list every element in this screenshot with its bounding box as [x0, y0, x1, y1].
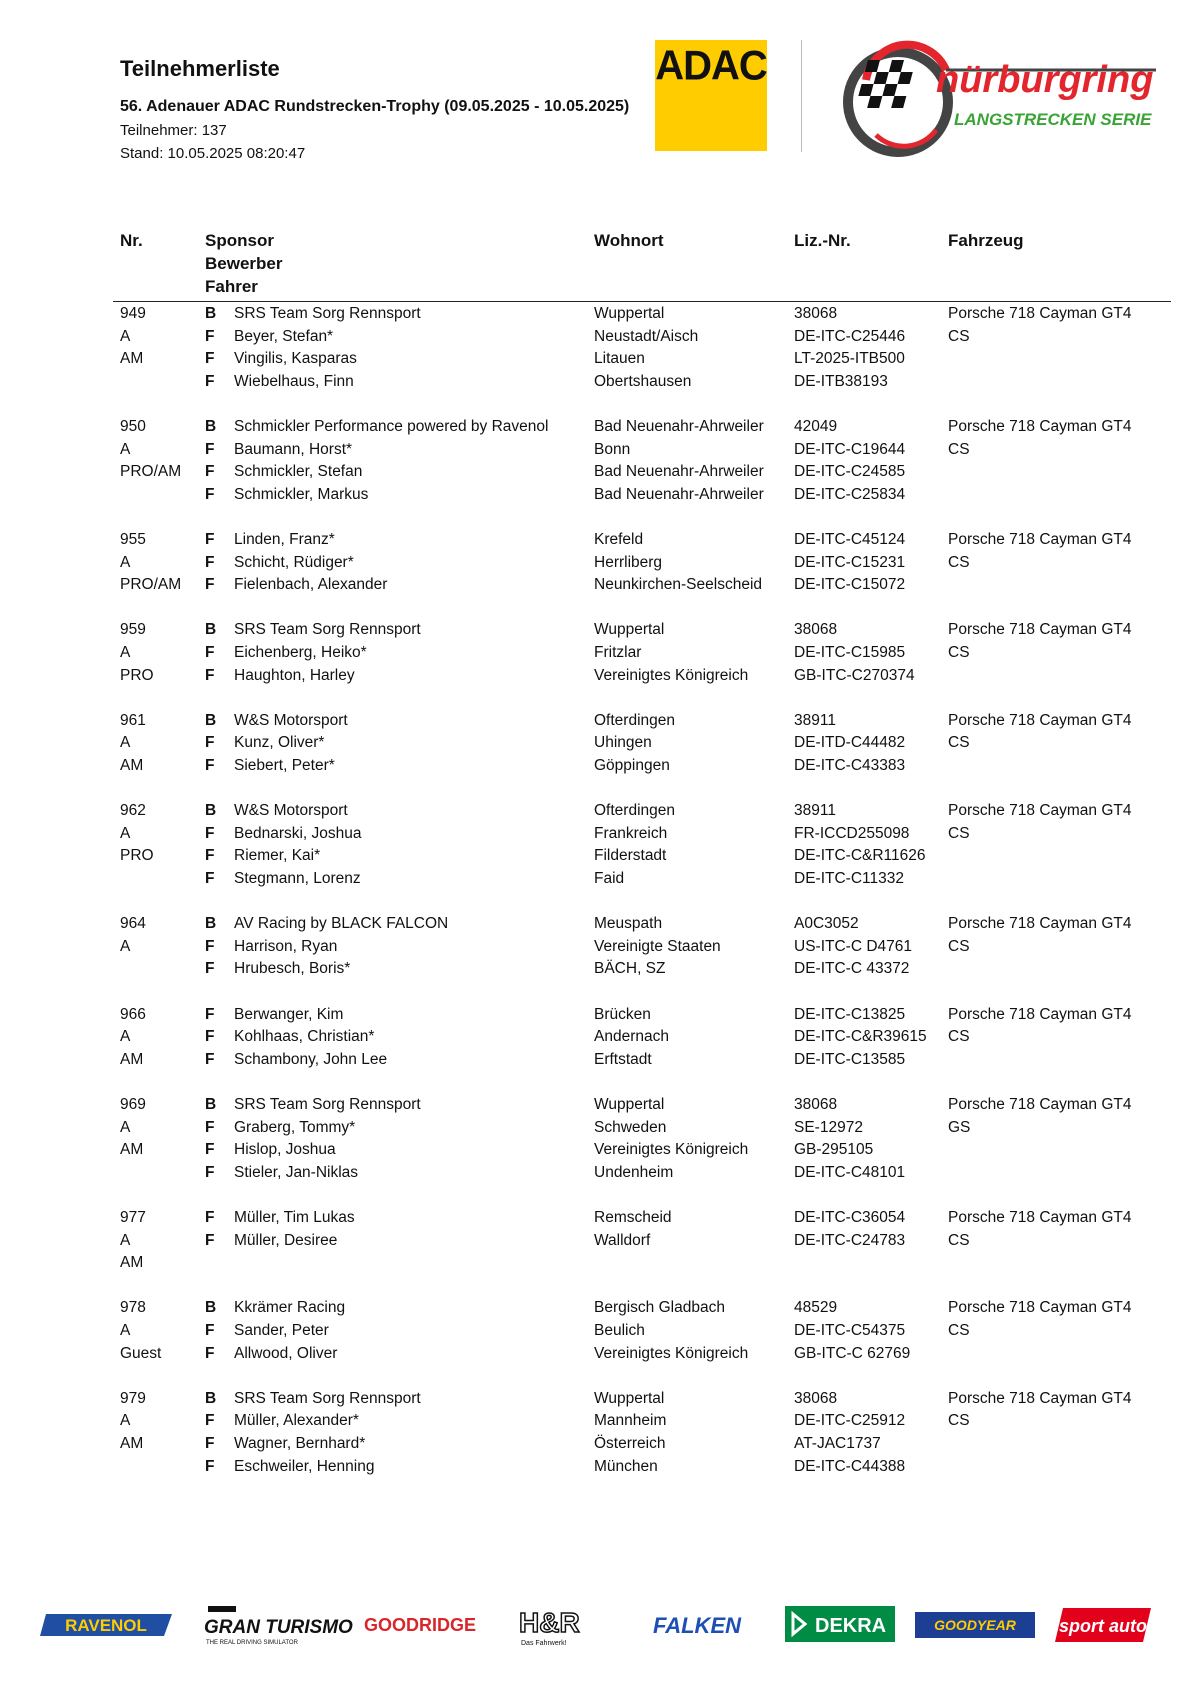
role-marker: F [205, 1322, 215, 1339]
class-or-number: 961 [120, 711, 146, 729]
vehicle: Porsche 718 Cayman GT4 [948, 531, 1132, 548]
person-or-team-name: SRS Team Sorg Rennsport [234, 621, 421, 639]
wohnort: Vereinigte Staaten [594, 937, 721, 955]
vehicle: CS [948, 644, 970, 661]
license-number: DE-ITD-C44482 [794, 734, 906, 752]
wohnort: Remscheid [594, 1209, 672, 1226]
license-number: DE-ITC-C24783 [794, 1231, 906, 1249]
vehicle: Porsche 718 Cayman GT4 [948, 1096, 1132, 1113]
license-number: DE-ITC-C48101 [794, 1163, 906, 1181]
class-or-number: A [120, 1412, 131, 1430]
class-or-number: 949 [120, 305, 146, 322]
vehicle: Porsche 718 Cayman GT4 [948, 915, 1132, 933]
license-number: DE-ITC-C13825 [794, 1005, 906, 1023]
person-or-team-name: Hislop, Joshua [234, 1141, 336, 1159]
vehicle: Porsche 718 Cayman GT4 [948, 802, 1132, 820]
hr-logo [515, 1600, 610, 1650]
license-number: FR-ICCD255098 [794, 824, 910, 842]
person-or-team-name: Beyer, Stefan* [234, 327, 334, 345]
role-marker: F [205, 847, 215, 865]
wohnort: Beulich [594, 1322, 645, 1339]
table-row [0, 1296, 1190, 1319]
vehicle: CS [948, 1231, 970, 1249]
class-or-number: A [120, 734, 131, 752]
vehicle: Porsche 718 Cayman GT4 [948, 305, 1132, 322]
person-or-team-name: Eichenberg, Heiko* [234, 644, 367, 661]
role-marker: F [205, 1457, 215, 1475]
wohnort: Krefeld [594, 531, 644, 548]
role-marker: F [205, 870, 215, 887]
gran-turismo-logo [200, 1600, 353, 1650]
role-marker: F [205, 1344, 215, 1362]
wohnort: Österreich [594, 1435, 666, 1452]
wohnort: Faid [594, 870, 625, 887]
license-number: 38068 [794, 621, 838, 639]
wohnort: Meuspath [594, 915, 663, 933]
logo-divider [801, 40, 802, 152]
role-marker: F [205, 734, 215, 752]
table-row [0, 822, 1190, 845]
vehicle: Porsche 718 Cayman GT4 [948, 1299, 1132, 1317]
person-or-team-name: Schmickler, Stefan [234, 463, 363, 481]
role-marker: F [205, 440, 215, 458]
person-or-team-name: Wiebelhaus, Finn [234, 372, 354, 390]
table-row [0, 347, 1190, 370]
adac-logo-text: ADAC [655, 42, 767, 90]
role-marker: F [205, 937, 215, 955]
table-row [0, 1003, 1190, 1026]
wohnort: Filderstadt [594, 847, 667, 865]
wohnort: Uhingen [594, 734, 652, 752]
table-row [0, 709, 1190, 732]
license-number: GB-ITC-C 62769 [794, 1344, 911, 1362]
class-or-number: PRO [120, 666, 154, 684]
goodridge-logo [345, 1600, 495, 1650]
table-row [0, 460, 1190, 483]
license-number: DE-ITC-C24585 [794, 463, 906, 481]
person-or-team-name: Sander, Peter [234, 1322, 329, 1339]
wohnort: Göppingen [594, 757, 670, 774]
wohnort: Wuppertal [594, 305, 665, 322]
col-liz: Liz.-Nr. [794, 231, 851, 250]
license-number: SE-12972 [794, 1118, 863, 1136]
license-number: GB-ITC-C270374 [794, 666, 915, 684]
table-row [0, 1093, 1190, 1116]
class-or-number: A [120, 440, 131, 458]
dekra-text: DEKRA [815, 1615, 887, 1637]
class-or-number: A [120, 1028, 131, 1046]
col-fahrzeug: Fahrzeug [948, 231, 1024, 250]
wohnort: Undenheim [594, 1163, 674, 1181]
license-number: DE-ITC-C43383 [794, 757, 906, 774]
wohnort: Erftstadt [594, 1050, 652, 1068]
table-row [0, 1048, 1190, 1071]
langstrecken-serie-text: LANGSTRECKEN SERIE [954, 110, 1152, 129]
role-marker: F [205, 1118, 215, 1136]
class-or-number: 964 [120, 915, 146, 933]
table-row [0, 641, 1190, 664]
table-row [0, 1116, 1190, 1139]
role-marker: F [205, 644, 215, 661]
class-or-number: Guest [120, 1344, 162, 1362]
wohnort: Brücken [594, 1005, 651, 1023]
person-or-team-name: Müller, Alexander* [234, 1412, 359, 1430]
vehicle: CS [948, 937, 970, 955]
role-marker: F [205, 576, 215, 594]
person-or-team-name: Harrison, Ryan [234, 937, 338, 955]
wohnort: Bad Neuenahr-Ahrweiler [594, 463, 764, 481]
table-row [0, 935, 1190, 958]
falken-text: FALKEN [653, 1613, 741, 1638]
person-or-team-name: Fielenbach, Alexander [234, 576, 388, 594]
person-or-team-name: Schicht, Rüdiger* [234, 553, 354, 571]
person-or-team-name: Graberg, Tommy* [234, 1118, 356, 1136]
col-sponsor: Sponsor [205, 231, 274, 250]
vehicle: Porsche 718 Cayman GT4 [948, 621, 1132, 639]
class-or-number: AM [120, 757, 144, 774]
license-number: 38068 [794, 1389, 838, 1407]
vehicle: CS [948, 734, 970, 752]
table-row [0, 551, 1190, 574]
wohnort: Wuppertal [594, 621, 665, 639]
goodyear-text: GOODYEAR [934, 1617, 1016, 1633]
table-row [0, 370, 1190, 393]
license-number: AT-JAC1737 [794, 1435, 881, 1452]
class-or-number: 969 [120, 1096, 146, 1113]
table-row [0, 618, 1190, 641]
license-number: LT-2025-ITB500 [794, 350, 905, 368]
adac-logo [655, 40, 767, 151]
person-or-team-name: Riemer, Kai* [234, 847, 321, 865]
wohnort: Neustadt/Aisch [594, 327, 699, 345]
wohnort: München [594, 1457, 658, 1475]
role-marker: F [205, 1050, 215, 1068]
vehicle: CS [948, 1412, 970, 1430]
vehicle: CS [948, 1322, 970, 1339]
table-row [0, 912, 1190, 935]
license-number: US-ITC-C D4761 [794, 937, 912, 955]
role-marker: F [205, 553, 215, 571]
role-marker: B [205, 418, 217, 435]
license-number: DE-ITC-C15985 [794, 644, 906, 661]
person-or-team-name: Schmickler, Markus [234, 485, 369, 503]
goodridge-text: GOODRIDGE [363, 1615, 477, 1635]
role-marker: B [205, 1299, 217, 1317]
sport-auto-logo [1055, 1600, 1155, 1650]
person-or-team-name: Stieler, Jan-Niklas [234, 1163, 359, 1181]
person-or-team-name: Bednarski, Joshua [234, 824, 362, 842]
role-marker: F [205, 757, 215, 774]
role-marker: F [205, 531, 215, 548]
vehicle: CS [948, 440, 970, 458]
class-or-number: 955 [120, 531, 146, 548]
table-row [0, 325, 1190, 348]
wohnort: Ofterdingen [594, 711, 675, 729]
class-or-number: PRO/AM [120, 463, 182, 481]
hr-text: H&R [519, 1607, 580, 1638]
table-row [0, 754, 1190, 777]
wohnort: Vereinigtes Königreich [594, 1141, 749, 1159]
role-marker: B [205, 915, 217, 933]
wohnort: Wuppertal [594, 1096, 665, 1113]
role-marker: F [205, 666, 215, 684]
vehicle: CS [948, 824, 970, 842]
table-row [0, 731, 1190, 754]
license-number: 38911 [794, 711, 836, 729]
class-or-number: 979 [120, 1389, 146, 1407]
page-title: Teilnehmerliste [120, 56, 280, 81]
vehicle: Porsche 718 Cayman GT4 [948, 1389, 1132, 1407]
role-marker: F [205, 1005, 215, 1023]
table-row [0, 1455, 1190, 1478]
license-number: DE-ITC-C25834 [794, 485, 906, 503]
wohnort: Neunkirchen-Seelscheid [594, 576, 763, 594]
vehicle: CS [948, 553, 970, 571]
wohnort: Ofterdingen [594, 802, 675, 820]
license-number: DE-ITC-C15072 [794, 576, 906, 594]
wohnort: Obertshausen [594, 372, 692, 390]
table-row [0, 483, 1190, 506]
person-or-team-name: Hrubesch, Boris* [234, 960, 351, 978]
license-number: DE-ITC-C&R39615 [794, 1028, 927, 1046]
hr-subtext: Das Fahrwerk! [521, 1640, 567, 1647]
goodyear-logo [915, 1600, 1035, 1650]
vehicle: CS [948, 327, 970, 345]
table-row [0, 1319, 1190, 1342]
dekra-logo [785, 1600, 895, 1650]
license-number: DE-ITC-C45124 [794, 531, 906, 548]
license-number: 38068 [794, 305, 838, 322]
person-or-team-name: Müller, Desiree [234, 1231, 338, 1249]
person-or-team-name: Berwanger, Kim [234, 1005, 344, 1023]
license-number: A0C3052 [794, 915, 859, 933]
class-or-number: A [120, 824, 131, 842]
role-marker: B [205, 802, 217, 820]
wohnort: Schweden [594, 1118, 667, 1136]
table-row [0, 844, 1190, 867]
wohnort: Bonn [594, 440, 631, 458]
vehicle: Porsche 718 Cayman GT4 [948, 418, 1132, 435]
table-row [0, 1432, 1190, 1455]
role-marker: B [205, 621, 217, 639]
wohnort: Walldorf [594, 1231, 651, 1249]
license-number: DE-ITC-C25912 [794, 1412, 906, 1430]
role-marker: B [205, 711, 217, 729]
role-marker: F [205, 485, 215, 503]
license-number: DE-ITC-C 43372 [794, 960, 910, 978]
role-marker: B [205, 1389, 217, 1407]
license-number: DE-ITC-C44388 [794, 1457, 906, 1475]
wohnort: Herrliberg [594, 553, 663, 571]
role-marker: B [205, 1096, 217, 1113]
role-marker: F [205, 1163, 215, 1181]
person-or-team-name: Baumann, Horst* [234, 440, 353, 458]
wohnort: Mannheim [594, 1412, 667, 1430]
person-or-team-name: Eschweiler, Henning [234, 1457, 375, 1475]
class-or-number: AM [120, 1254, 144, 1272]
class-or-number: 978 [120, 1299, 146, 1317]
wohnort: Frankreich [594, 824, 668, 842]
table-row [0, 867, 1190, 890]
table-row [0, 573, 1190, 596]
table-row [0, 1229, 1190, 1252]
col-bewerber: Bewerber [205, 254, 283, 273]
participant-count: Teilnehmer: 137 [120, 122, 227, 139]
event-title: 56. Adenauer ADAC Rundstrecken-Trophy (09.05.2025 - 10.05.2025) [120, 98, 630, 115]
sponsor-bar [0, 1600, 1190, 1650]
class-or-number: AM [120, 1435, 144, 1452]
wohnort: Bad Neuenahr-Ahrweiler [594, 485, 764, 503]
sport-auto-text: sport auto [1059, 1616, 1147, 1636]
table-row [0, 799, 1190, 822]
table-row [0, 528, 1190, 551]
person-or-team-name: AV Racing by BLACK FALCON [234, 915, 449, 933]
class-or-number: A [120, 644, 131, 661]
person-or-team-name: Kkrämer Racing [234, 1299, 346, 1317]
role-marker: F [205, 372, 215, 390]
role-marker: F [205, 327, 215, 345]
person-or-team-name: Wagner, Bernhard* [234, 1435, 366, 1452]
class-or-number: PRO [120, 847, 154, 865]
person-or-team-name: Allwood, Oliver [234, 1344, 338, 1362]
license-number: DE-ITC-C13585 [794, 1050, 906, 1068]
class-or-number: 962 [120, 802, 146, 820]
table-row [0, 415, 1190, 438]
nurburgring-logo [836, 40, 1166, 155]
person-or-team-name: Vingilis, Kasparas [234, 350, 357, 368]
class-or-number: PRO/AM [120, 576, 182, 594]
person-or-team-name: Kohlhaas, Christian* [234, 1028, 375, 1046]
wohnort: BÄCH, SZ [594, 960, 666, 978]
table-row [0, 1138, 1190, 1161]
license-number: DE-ITC-C15231 [794, 553, 906, 571]
license-number: DE-ITC-C36054 [794, 1209, 906, 1226]
person-or-team-name: Kunz, Oliver* [234, 734, 325, 752]
class-or-number: AM [120, 350, 144, 368]
wohnort: Vereinigtes Königreich [594, 666, 749, 684]
table-row [0, 1409, 1190, 1432]
wohnort: Bergisch Gladbach [594, 1299, 725, 1317]
table-row [0, 1387, 1190, 1410]
wohnort: Fritzlar [594, 644, 642, 661]
license-number: DE-ITC-C11332 [794, 870, 904, 887]
license-number: 42049 [794, 418, 838, 435]
table-row [0, 957, 1190, 980]
ravenol-text: RAVENOL [65, 1616, 147, 1635]
role-marker: F [205, 1028, 215, 1046]
role-marker: F [205, 960, 215, 978]
class-or-number: A [120, 553, 131, 571]
license-number: GB-295105 [794, 1141, 874, 1159]
class-or-number: A [120, 937, 131, 955]
person-or-team-name: SRS Team Sorg Rennsport [234, 1389, 421, 1407]
class-or-number: 966 [120, 1005, 146, 1023]
wohnort: Bad Neuenahr-Ahrweiler [594, 418, 764, 435]
vehicle: CS [948, 1028, 970, 1046]
col-wohnort: Wohnort [594, 231, 664, 250]
person-or-team-name: SRS Team Sorg Rennsport [234, 1096, 421, 1113]
wohnort: Litauen [594, 350, 645, 368]
wohnort: Wuppertal [594, 1389, 665, 1407]
vehicle: Porsche 718 Cayman GT4 [948, 1005, 1132, 1023]
role-marker: F [205, 1435, 215, 1452]
person-or-team-name: Haughton, Harley [234, 666, 355, 684]
class-or-number: A [120, 1118, 131, 1136]
table-row [0, 302, 1190, 325]
person-or-team-name: Müller, Tim Lukas [234, 1209, 355, 1226]
license-number: 38911 [794, 802, 836, 820]
table-row [0, 438, 1190, 461]
class-or-number: A [120, 327, 131, 345]
license-number: 48529 [794, 1299, 838, 1317]
table-row [0, 664, 1190, 687]
wohnort: Vereinigtes Königreich [594, 1344, 749, 1362]
class-or-number: 959 [120, 621, 146, 639]
person-or-team-name: Linden, Franz* [234, 531, 335, 548]
role-marker: F [205, 463, 215, 481]
ravenol-logo [40, 1600, 178, 1650]
wohnort: Andernach [594, 1028, 669, 1046]
vehicle: Porsche 718 Cayman GT4 [948, 1209, 1132, 1226]
license-number: DE-ITC-C25446 [794, 327, 906, 345]
class-or-number: A [120, 1322, 131, 1339]
table-row [0, 1206, 1190, 1229]
license-number: DE-ITB38193 [794, 372, 888, 390]
falken-logo [630, 1600, 765, 1650]
class-or-number: 977 [120, 1209, 146, 1226]
gran-turismo-text: GRAN TURISMO [204, 1617, 353, 1638]
table-row [0, 1161, 1190, 1184]
license-number: 38068 [794, 1096, 838, 1113]
license-number: DE-ITC-C19644 [794, 440, 906, 458]
role-marker: F [205, 824, 215, 842]
role-marker: F [205, 1209, 215, 1226]
person-or-team-name: Schmickler Performance powered by Ravenol [234, 418, 549, 435]
vehicle: GS [948, 1118, 971, 1136]
class-or-number: 950 [120, 418, 146, 435]
person-or-team-name: W&S Motorsport [234, 802, 348, 820]
nurburgring-wordmark: nürburgring [936, 59, 1154, 101]
person-or-team-name: Siebert, Peter* [234, 757, 335, 774]
role-marker: F [205, 1412, 215, 1430]
person-or-team-name: W&S Motorsport [234, 711, 348, 729]
col-nr: Nr. [120, 231, 143, 250]
license-number: DE-ITC-C54375 [794, 1322, 906, 1339]
vehicle: Porsche 718 Cayman GT4 [948, 711, 1132, 729]
role-marker: F [205, 1231, 215, 1249]
role-marker: F [205, 1141, 215, 1159]
gran-turismo-subtext: THE REAL DRIVING SIMULATOR [206, 1640, 298, 1646]
person-or-team-name: Stegmann, Lorenz [234, 870, 361, 887]
role-marker: B [205, 305, 217, 322]
person-or-team-name: Schambony, John Lee [234, 1050, 388, 1068]
table-row [0, 1025, 1190, 1048]
license-number: DE-ITC-C&R11626 [794, 847, 926, 865]
role-marker: F [205, 350, 215, 368]
table-row [0, 1342, 1190, 1365]
class-or-number: AM [120, 1141, 144, 1159]
col-fahrer: Fahrer [205, 277, 258, 296]
class-or-number: A [120, 1231, 131, 1249]
class-or-number: AM [120, 1050, 144, 1068]
stand-timestamp: Stand: 10.05.2025 08:20:47 [120, 145, 306, 162]
table-row [0, 1251, 1190, 1274]
person-or-team-name: SRS Team Sorg Rennsport [234, 305, 421, 322]
